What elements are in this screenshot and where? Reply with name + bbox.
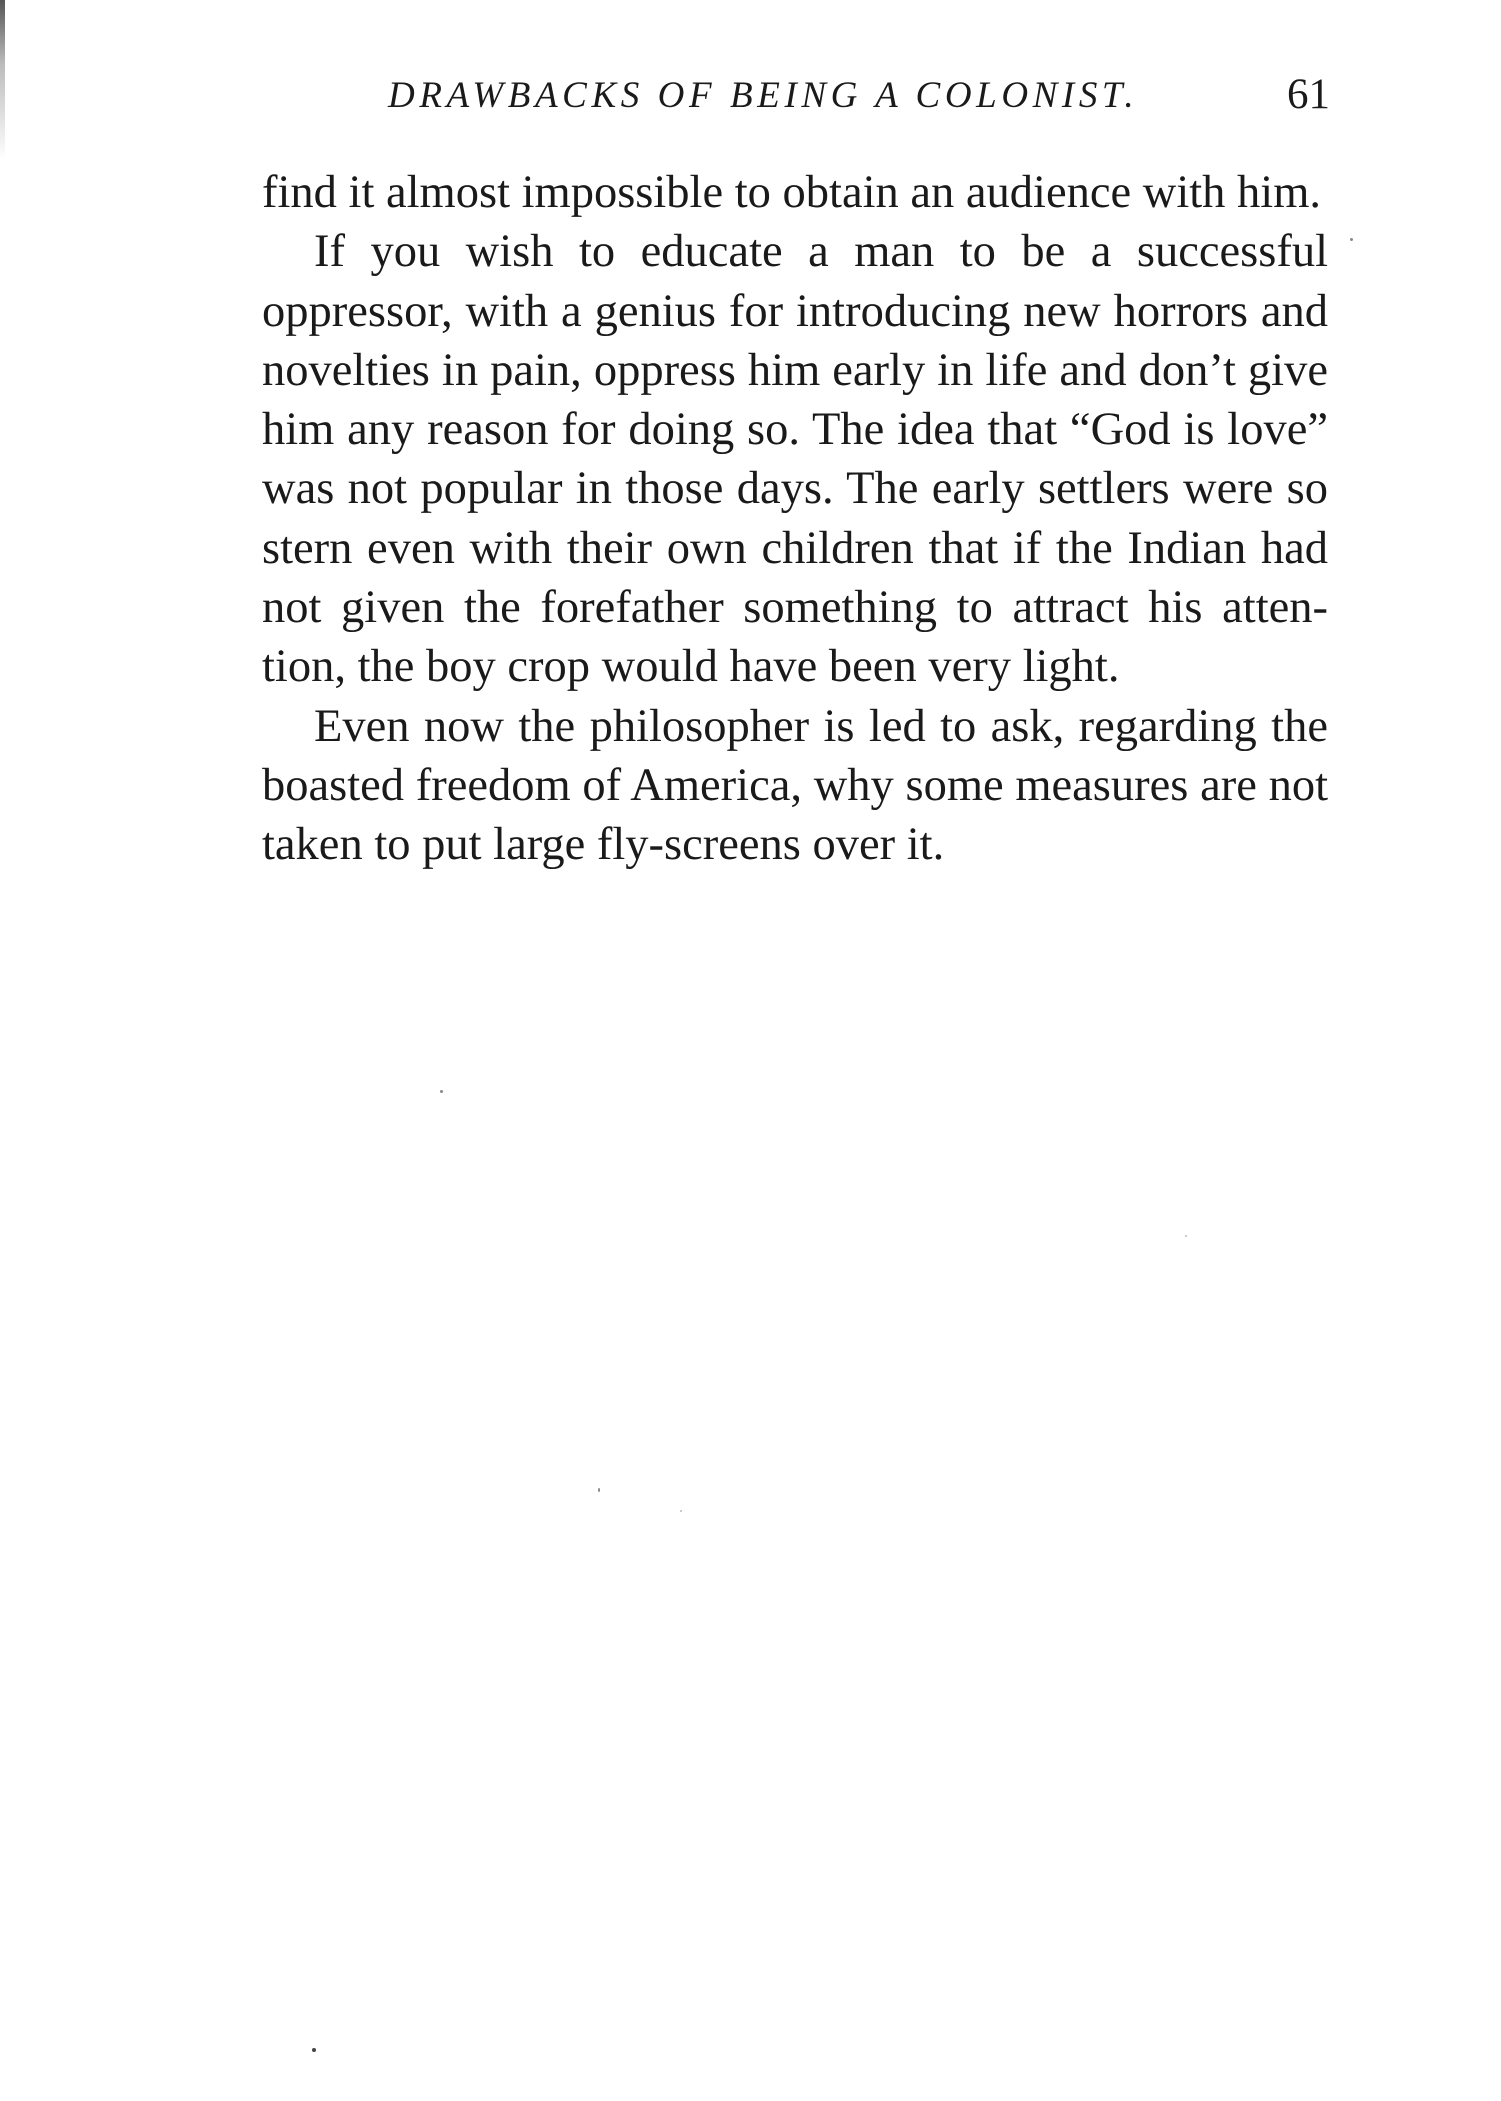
scan-speck (440, 1090, 443, 1093)
running-header (388, 62, 1330, 122)
gutter-shadow (0, 0, 5, 160)
running-head-title: DRAWBACKS OF BEING A COLONIST. (388, 75, 1139, 116)
scan-speck (1185, 1235, 1187, 1237)
paragraph: If you wish to educate a man to be a successful oppressor, with a genius for introducing new horrors and novelties in pain, oppress him early in life and don’t give him any reason for doing so. The idea that “God is love” was not popular in those days. The early settlers were so stern even with their own children that if the Indian had not given the forefather something to attract his attention, the boy crop would have been very light. (262, 226, 1328, 693)
paragraph: find it almost impossible to obtain an audience with him. (262, 167, 1322, 218)
scan-speck (680, 1510, 682, 1512)
paragraph: Even now the philosopher is led to ask, regarding the boasted freedom of America, why some measures are not taken to put large fly-screens over it. (262, 700, 1328, 871)
body-text (262, 163, 1328, 875)
page-number: 61 (1287, 71, 1330, 118)
scan-speck (598, 1488, 600, 1492)
scan-speck (1350, 238, 1353, 241)
scan-speck (312, 2048, 316, 2052)
